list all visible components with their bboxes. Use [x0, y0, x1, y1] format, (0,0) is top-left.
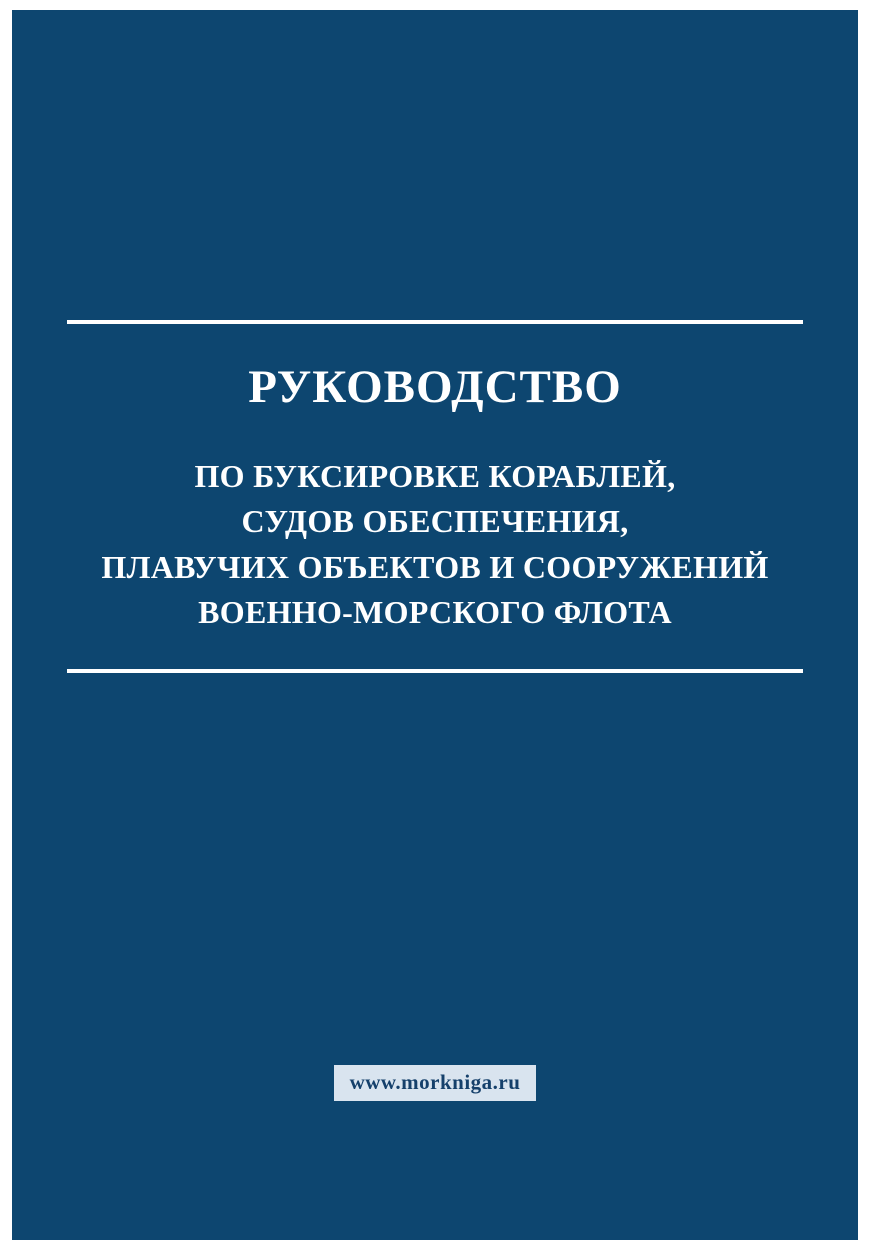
subtitle-line: ПО БУКСИРОВКЕ КОРАБЛЕЙ, [194, 457, 676, 494]
title-divider-top [67, 320, 803, 324]
subtitle-line: ПЛАВУЧИХ ОБЪЕКТОВ И СООРУЖЕНИЙ [101, 548, 769, 585]
cover-background [12, 10, 858, 1240]
title-block [67, 320, 803, 673]
page-subtitle [67, 454, 803, 636]
title-divider-bottom [67, 669, 803, 673]
page-title: РУКОВОДСТВО [248, 361, 622, 413]
subtitle-line: СУДОВ ОБЕСПЕЧЕНИЯ, [241, 503, 629, 540]
watermark [12, 1065, 858, 1101]
subtitle-line: ВОЕННО-МОРСКОГО ФЛОТА [198, 594, 672, 630]
watermark-label: www.morkniga.ru [334, 1065, 537, 1101]
